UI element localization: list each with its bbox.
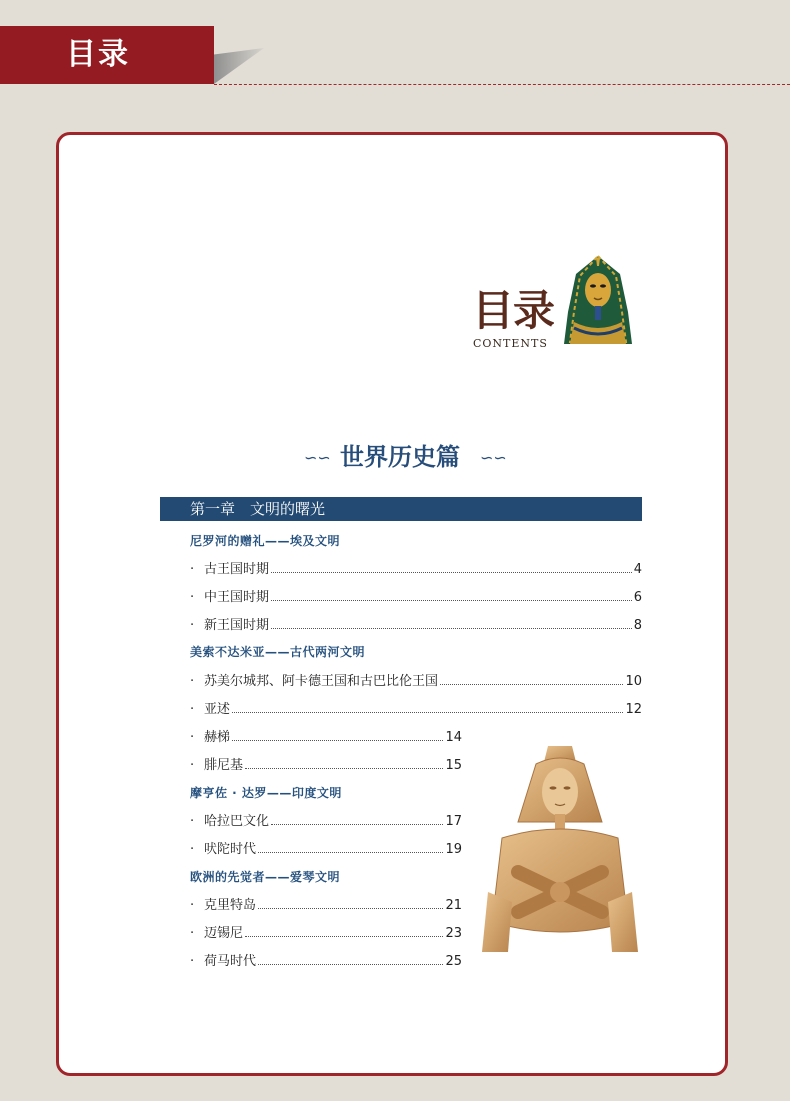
toc-entry[interactable]: [190, 559, 642, 577]
dot-leader: [271, 571, 632, 573]
pharaoh-statue-image: [478, 742, 642, 956]
toc-entry-page: 25: [445, 954, 462, 969]
group-heading: 尼罗河的赠礼——埃及文明: [190, 534, 341, 548]
bullet: ·: [190, 674, 195, 689]
toc-entry[interactable]: [190, 811, 462, 829]
bullet: ·: [190, 898, 195, 913]
dot-leader: [232, 711, 623, 713]
toc-entry-label: 中王国时期: [204, 590, 270, 605]
dot-leader: [258, 851, 443, 853]
right-ornament-icon: ∽∽: [480, 448, 507, 467]
toc-entry[interactable]: [190, 923, 462, 941]
bullet: ·: [190, 590, 195, 605]
group-heading: 摩亨佐 · 达罗——印度文明: [190, 786, 342, 800]
header-tab-shadow: [214, 48, 264, 84]
toc-entry[interactable]: [190, 839, 462, 857]
dot-leader: [271, 599, 632, 601]
group-heading: 欧洲的先觉者——爱琴文明: [190, 870, 341, 884]
dot-leader: [258, 963, 443, 965]
pharaoh-mask-image: [560, 252, 636, 348]
bullet: ·: [190, 618, 195, 633]
dot-leader: [232, 739, 443, 741]
dot-leader: [271, 627, 632, 629]
dot-leader: [440, 683, 623, 685]
toc-entry-label: 迈锡尼: [204, 926, 244, 941]
toc-entry-page: 4: [633, 562, 642, 577]
toc-entry-page: 12: [625, 702, 642, 717]
toc-entry-page: 6: [633, 590, 642, 605]
toc-entry[interactable]: [190, 951, 462, 969]
logo-title: 目录: [472, 286, 555, 335]
toc-entry[interactable]: [190, 699, 642, 717]
dot-leader: [258, 907, 443, 909]
toc-entry[interactable]: [190, 671, 642, 689]
dot-leader: [271, 823, 443, 825]
bullet: ·: [190, 758, 195, 773]
dot-leader: [245, 935, 443, 937]
toc-entry-page: 21: [445, 898, 462, 913]
toc-entry-label: 克里特岛: [204, 898, 257, 913]
header-tab: 目录: [0, 26, 214, 84]
bullet: ·: [190, 814, 195, 829]
toc-entry[interactable]: [190, 615, 642, 633]
dot-leader: [245, 767, 443, 769]
left-ornament-icon: ∽∽: [304, 448, 331, 467]
toc-entry[interactable]: [190, 587, 642, 605]
toc-entry-page: 17: [445, 814, 462, 829]
logo-subtitle: CONTENTS: [473, 337, 548, 350]
bullet: ·: [190, 562, 195, 577]
toc-entry-label: 哈拉巴文化: [204, 814, 270, 829]
toc-entry-page: 8: [633, 618, 642, 633]
bullet: ·: [190, 842, 195, 857]
group-heading: 美索不达米亚——古代两河文明: [190, 645, 366, 659]
toc-entry[interactable]: [190, 755, 462, 773]
contents-logo: [472, 285, 562, 355]
toc-entry-label: 亚述: [204, 702, 231, 717]
bullet: ·: [190, 954, 195, 969]
bullet: ·: [190, 730, 195, 745]
toc-entry-page: 10: [625, 674, 642, 689]
bullet: ·: [190, 702, 195, 717]
toc-entry-label: 腓尼基: [204, 758, 244, 773]
toc-entry-page: 14: [445, 730, 462, 745]
chapter-header: 第一章 文明的曙光: [160, 497, 642, 521]
toc-entry-label: 苏美尔城邦、阿卡德王国和古巴比伦王国: [204, 674, 439, 689]
toc-entry-label: 荷马时代: [204, 954, 257, 969]
toc-entry-label: 新王国时期: [204, 618, 270, 633]
toc-entry-page: 23: [445, 926, 462, 941]
section-title: 世界历史篇: [340, 442, 460, 471]
toc-entry-label: 古王国时期: [204, 562, 270, 577]
toc-entry-page: 19: [445, 842, 462, 857]
toc-entry-page: 15: [445, 758, 462, 773]
bullet: ·: [190, 926, 195, 941]
toc-entry-label: 赫梯: [204, 730, 231, 745]
toc-entry-label: 吠陀时代: [204, 842, 257, 857]
toc-entry[interactable]: [190, 727, 462, 745]
header-dashed-divider: [214, 84, 790, 85]
toc-entry[interactable]: [190, 895, 462, 913]
